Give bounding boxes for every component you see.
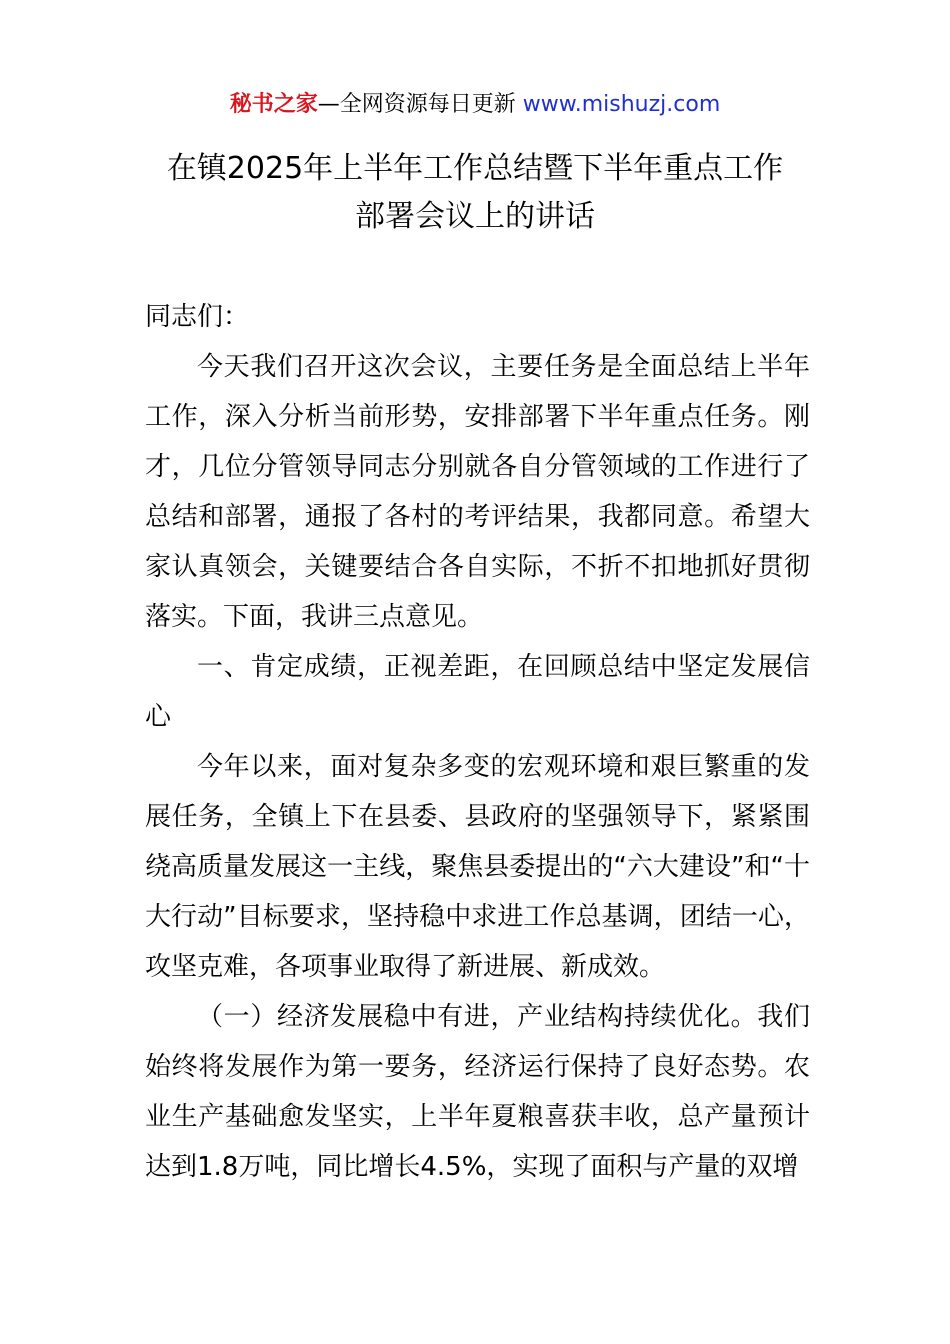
document-title	[120, 145, 830, 241]
salutation: 同志们：	[145, 302, 250, 332]
site-tagline: —全网资源每日更新	[317, 92, 523, 117]
site-brand: 秘书之家	[229, 92, 318, 117]
paragraph-review: 今年以来，面对复杂多变的宏观环境和艰巨繁重的发展任务，全镇上下在县委、县政府的坚强领导下，紧紧围绕高质量发展这一主线，聚焦县委提出的“六大建设”和“十大行动”目标要求，坚持稳中求进工作总基调，团结一心，攻坚克难，各项事业取得了新进展、新成效。	[145, 752, 810, 982]
document-body	[145, 292, 810, 1192]
paragraph-economy: （一）经济发展稳中有进，产业结构持续优化。我们始终将发展作为第一要务，经济运行保持了良好态势。农业生产基础愈发坚实，上半年夏粮喜获丰收，总产量预计达到1.8万吨，同比增长4.5%，实现了面积与产量的双增	[145, 1002, 810, 1182]
section-heading-1: 一、肯定成绩，正视差距，在回顾总结中坚定发展信心	[145, 652, 810, 732]
site-header	[0, 88, 950, 122]
site-url-link[interactable]: www.mishuzj.com	[522, 92, 721, 117]
paragraph-intro: 今天我们召开这次会议，主要任务是全面总结上半年工作，深入分析当前形势，安排部署下半年重点任务。刚才，几位分管领导同志分别就各自分管领域的工作进行了总结和部署，通报了各村的考评结果，我都同意。希望大家认真领会，关键要结合各自实际，不折不扣地抓好贯彻落实。下面，我讲三点意见。	[145, 352, 810, 632]
document-title-line-2: 部署会议上的讲话	[355, 199, 595, 234]
document-title-line-1: 在镇2025年上半年工作总结暨下半年重点工作	[166, 151, 784, 186]
